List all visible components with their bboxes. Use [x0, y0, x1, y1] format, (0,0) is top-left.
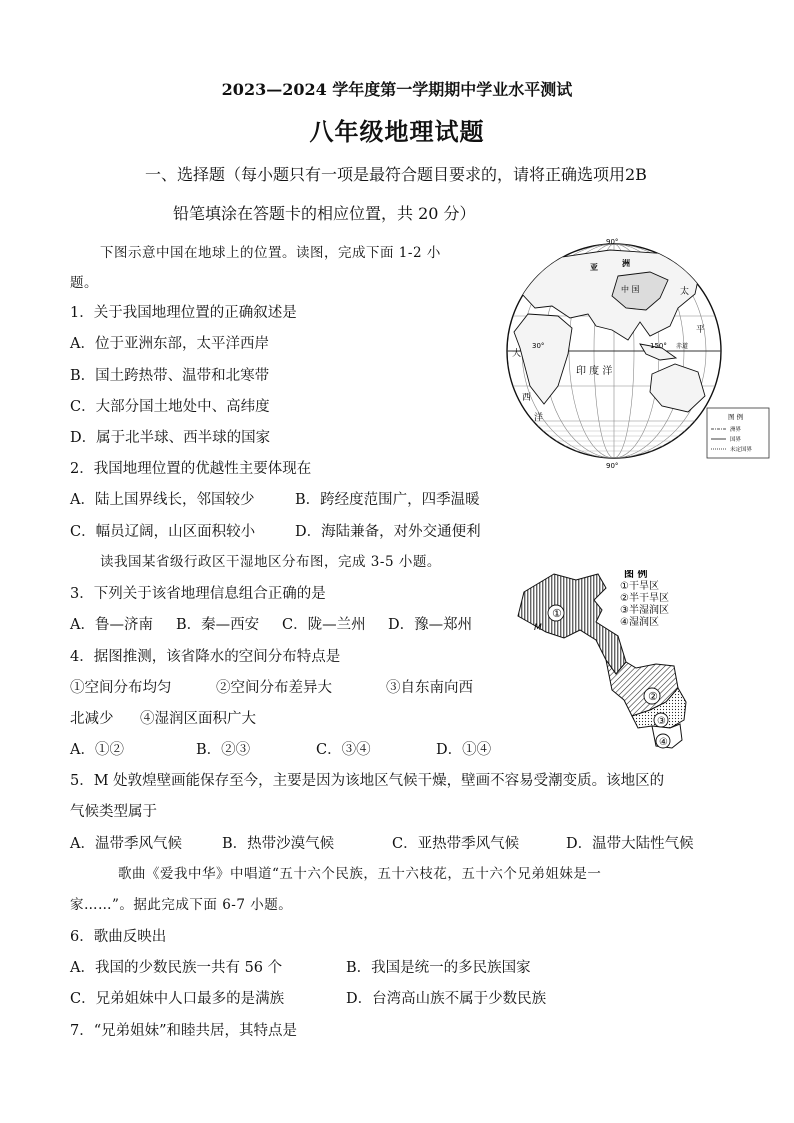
- group1-intro: 下图示意中国在地球上的位置。读图，完成下面 1-2 小: [100, 245, 441, 261]
- china-label: 中 国: [621, 285, 640, 294]
- q6-stem: 6．歌曲反映出: [70, 929, 167, 945]
- lat-top-label: 90°: [606, 238, 619, 246]
- q2-stem: 2．我国地理位置的优越性主要体现在: [70, 461, 312, 477]
- subject-title: 八年级地理试题: [309, 117, 485, 146]
- group1-intro-cont: 题。: [70, 275, 98, 291]
- q4-option-b[interactable]: B．②③: [196, 742, 251, 758]
- legend-border: 国界: [730, 437, 742, 443]
- q4-option-d[interactable]: D．①④: [436, 742, 492, 758]
- region-3-label: ③: [657, 716, 666, 727]
- q6-option-d[interactable]: D．台湾高山族不属于少数民族: [346, 991, 547, 1007]
- q4-statement-2: ②空间分布差异大: [216, 680, 332, 696]
- exam-title: 2023—2024 学年度第一学期期中学业水平测试: [221, 80, 573, 99]
- q4-statement-1: ①空间分布均匀: [70, 680, 172, 696]
- q4-statement-3-cont: 北减少: [70, 711, 114, 727]
- q6-option-a[interactable]: A．我国的少数民族一共有 56 个: [70, 960, 283, 976]
- q7-stem: 7．“兄弟姐妹”和睦共居，其特点是: [70, 1023, 298, 1039]
- q2-option-b[interactable]: B．跨经度范围广，四季温暖: [295, 492, 480, 508]
- legend-semihumid: ③半湿润区: [620, 605, 669, 616]
- q4-statement-4: ④湿润区面积广大: [140, 711, 256, 727]
- atlantic-label-2: 西: [522, 393, 532, 403]
- q1-stem: 1．关于我国地理位置的正确叙述是: [70, 305, 297, 321]
- region-4-label: ④: [659, 737, 668, 748]
- section-heading-line2: 铅笔填涂在答题卡的相应位置，共 20 分）: [173, 204, 476, 223]
- q4-option-a[interactable]: A．①②: [70, 742, 124, 758]
- point-m-label: M: [534, 623, 542, 633]
- q1-option-a[interactable]: A．位于亚洲东部，太平洋西岸: [70, 336, 269, 352]
- q2-option-a[interactable]: A．陆上国界线长，邻国较少: [70, 492, 255, 508]
- q5-stem: 5．M 处敦煌壁画能保存至今，主要是因为该地区气候干燥，壁画不容易受潮变质。该地区的: [70, 773, 665, 789]
- q3-option-d[interactable]: D．豫—郑州: [388, 617, 473, 633]
- q4-stem: 4．据图推测，该省降水的空间分布特点是: [70, 649, 341, 665]
- q5-option-b[interactable]: B．热带沙漠气候: [222, 836, 335, 852]
- atlantic-label-1: 大: [512, 349, 522, 359]
- legend-continent: 洲界: [730, 427, 742, 433]
- q1-option-c[interactable]: C．大部分国土地处中、高纬度: [70, 399, 270, 415]
- province-legend-title: 图 例: [624, 570, 648, 580]
- legend-semiarid: ②半干旱区: [620, 593, 669, 604]
- q3-option-a[interactable]: A．鲁—济南: [70, 617, 153, 633]
- q6-option-c[interactable]: C．兄弟姐妹中人口最多的是满族: [70, 991, 285, 1007]
- q1-option-b[interactable]: B．国土跨热带、温带和北寒带: [70, 368, 270, 384]
- q5-option-c[interactable]: C．亚热带季风气候: [392, 836, 520, 852]
- q2-option-d[interactable]: D．海陆兼备，对外交通便利: [295, 524, 481, 540]
- section-heading-line1: 一、选择题（每小题只有一项是最符合题目要求的，请将正确选项用2B: [145, 165, 647, 184]
- q4-option-c[interactable]: C．③④: [316, 742, 371, 758]
- region-2-label: ②: [648, 690, 658, 703]
- legend-undetermined: 未定国界: [730, 447, 753, 453]
- globe-legend: [707, 408, 769, 458]
- asia-label-1: 亚: [590, 263, 598, 272]
- group3-intro: 歌曲《爱我中华》中唱道“五十六个民族，五十六枝花，五十六个兄弟姐妹是一: [118, 866, 602, 882]
- atlantic-label-3: 洋: [534, 413, 544, 423]
- q3-option-c[interactable]: C．陇—兰州: [282, 617, 366, 633]
- q5-stem-cont: 气候类型属于: [70, 804, 157, 820]
- region-1-label: ①: [552, 607, 562, 620]
- pacific-label-2: 平: [696, 325, 706, 335]
- lat-bottom-label: 90°: [606, 462, 619, 470]
- indian-ocean-label: 印 度 洋: [576, 366, 613, 377]
- lon-right-label: 150°: [650, 342, 667, 350]
- group2-intro: 读我国某省级行政区干湿地区分布图，完成 3-5 小题。: [100, 554, 441, 570]
- province-map: [506, 570, 736, 752]
- pacific-label-1: 太: [680, 287, 690, 297]
- globe-map: [500, 236, 772, 470]
- q2-option-c[interactable]: C．幅员辽阔，山区面积较小: [70, 524, 256, 540]
- q1-option-d[interactable]: D．属于北半球、西半球的国家: [70, 430, 271, 446]
- legend-title: 图 例: [728, 413, 744, 421]
- q4-statement-3: ③自东南向西: [386, 680, 473, 696]
- asia-label-2: 洲: [622, 259, 630, 268]
- equator-label: 赤道: [676, 343, 689, 350]
- q3-option-b[interactable]: B．秦—西安: [176, 617, 260, 633]
- legend-humid: ④湿润区: [620, 617, 659, 628]
- q5-option-a[interactable]: A．温带季风气候: [70, 836, 182, 852]
- q6-option-b[interactable]: B．我国是统一的多民族国家: [346, 960, 531, 976]
- q3-stem: 3．下列关于该省地理信息组合正确的是: [70, 586, 326, 602]
- legend-arid: ①干旱区: [620, 581, 659, 592]
- q5-option-d[interactable]: D．温带大陆性气候: [566, 836, 694, 852]
- group3-intro-cont: 家……”。据此完成下面 6-7 小题。: [70, 897, 293, 913]
- lon-left-label: 30°: [532, 342, 545, 350]
